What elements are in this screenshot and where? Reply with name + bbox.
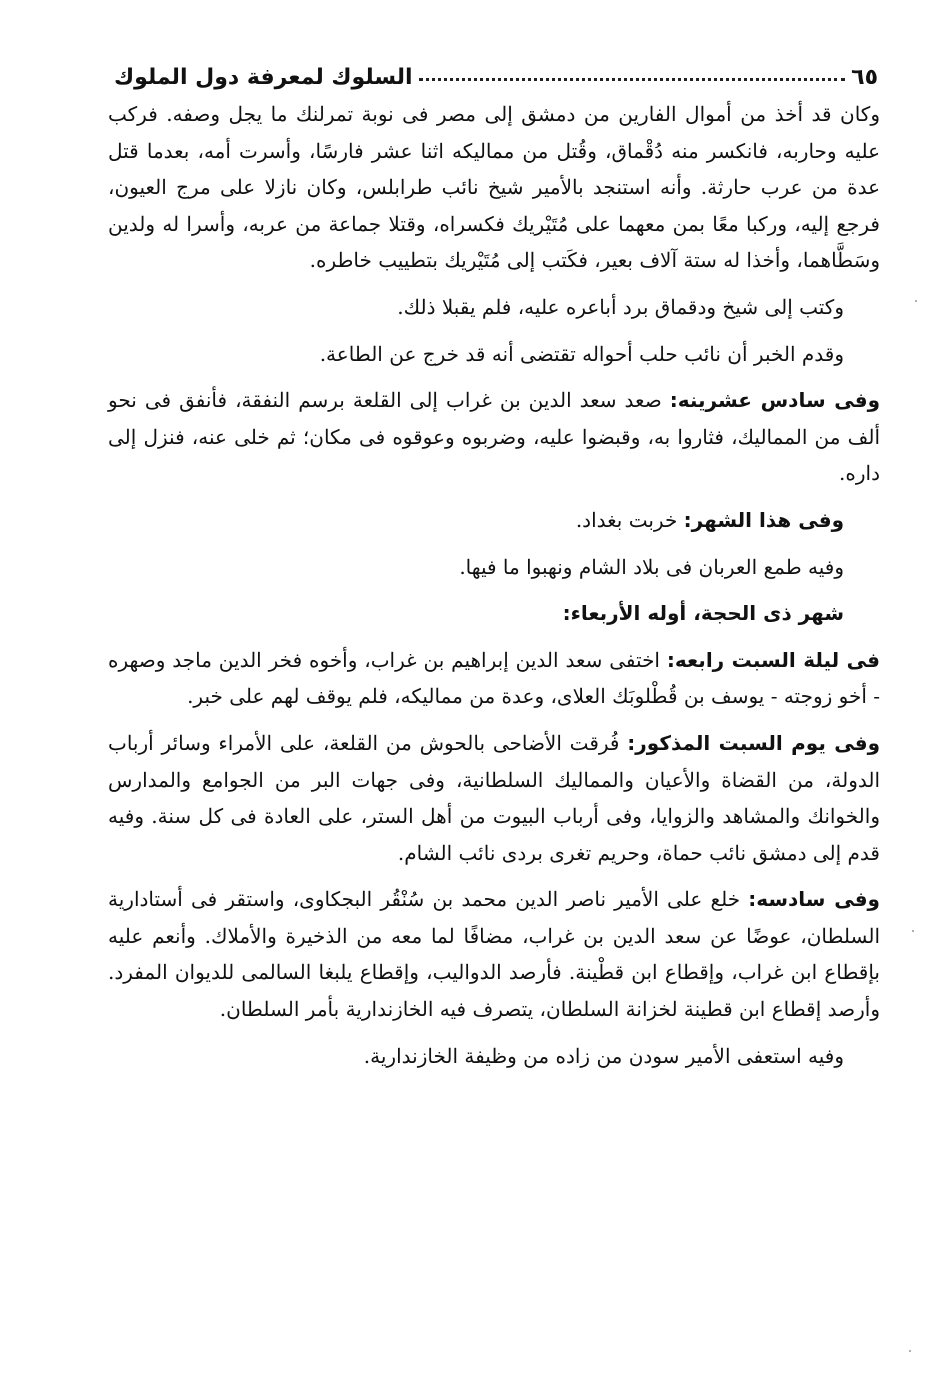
paragraph-10 bbox=[108, 881, 880, 1027]
paragraph-4 bbox=[108, 382, 880, 492]
paragraph-text: صعد سعد الدين بن غراب إلى القلعة برسم النفقة، فأنفق فى نحو ألف من المماليك، فثاروا به، وقبضوا عليه، وضربوه وعوقوه فى مكان؛ ثم خلى عنه، فنزل إلى داره. bbox=[108, 388, 880, 486]
paragraph-lead: فى ليلة السبت رابعه: bbox=[666, 647, 880, 672]
paragraph-text: فُرقت الأضاحى بالحوش من القلعة، على الأمراء وسائر أرباب الدولة، من القضاة والأعيان والمماليك السلطانية، وفى جهات البر من الجوامع والمدارس والخوانك والمشاهد والزوايا، وفى أرباب البيوت من أهل الستر، على العادة فى كل سنة. وفيه قدم إلى دمشق نائب حماة، وحريم تغرى بردى نائب الشام. bbox=[108, 730, 880, 865]
paragraph-text: وكتب إلى شيخ ودقماق برد أباعره عليه، فلم يقبلا ذلك. bbox=[397, 294, 844, 319]
margin-speck bbox=[912, 930, 914, 932]
paragraph-6 bbox=[108, 549, 880, 586]
paragraph-text: وقدم الخبر أن نائب حلب أحواله تقتضى أنه قد خرج عن الطاعة. bbox=[319, 341, 844, 366]
paragraph-3 bbox=[108, 336, 880, 373]
paragraph-2 bbox=[108, 289, 880, 326]
paragraph-9 bbox=[108, 725, 880, 871]
paragraph-text: وكان قد أخذ من أموال الفارين من دمشق إلى مصر فى نوبة تمرلنك ما يجل وصفه. فركب عليه وحاربه، فانكسر منه دُقْماق، وقُتل من مماليكه اثنا عشر فارسًا، وأسرت أمه، بعدما قتل عدة من عرب حارثة. وأنه استنجد بالأمير شيخ نائب طرابلس، وكان نازلا على مرج العيون، فرجع إليه، وركبا معًا بمن معهما على مُتَيْريك فكسراه، وقتلا جماعة من عربه، وأسرا له ولدين وسَطَّاهما، وأخذا له ستة آلاف بعير، فكَتب إلى مُتَيْريك بتطييب خاطره. bbox=[108, 102, 880, 273]
paragraph-5 bbox=[108, 502, 880, 539]
page-number: ٦٥ bbox=[851, 65, 878, 90]
page-header bbox=[108, 46, 878, 90]
running-title: السلوك لمعرفة دول الملوك bbox=[114, 65, 413, 90]
paragraph-lead: وفى سادسه: bbox=[748, 887, 880, 912]
paragraph-lead: وفى سادس عشرينه: bbox=[669, 388, 880, 413]
paragraph-text: اختفى سعد الدين إبراهيم بن غراب، وأخوه فخر الدين ماجد وصهره - أخو زوجته - يوسف بن قُطْلوبَك العلاى، وعدة من مماليكه، فلم يوقف لهم على خبر. bbox=[108, 647, 880, 709]
paragraph-8 bbox=[108, 642, 880, 715]
paragraph-text: خربت بغداد. bbox=[575, 507, 678, 532]
page-body bbox=[108, 96, 880, 1084]
paragraph-1 bbox=[108, 96, 880, 279]
paragraph-text: وفيه طمع العربان فى بلاد الشام ونهبوا ما فيها. bbox=[459, 554, 844, 579]
margin-speck bbox=[909, 1350, 911, 1352]
paragraph-11 bbox=[108, 1038, 880, 1075]
paragraph-lead: وفى هذا الشهر: bbox=[683, 507, 844, 532]
month-heading bbox=[108, 595, 880, 632]
margin-speck bbox=[915, 300, 917, 302]
paragraph-text: وفيه استعفى الأمير سودن من زاده من وظيفة الخازندارية. bbox=[363, 1043, 844, 1068]
heading-text: شهر ذى الحجة، أوله الأربعاء: bbox=[562, 601, 844, 626]
paragraph-lead: وفى يوم السبت المذكور: bbox=[627, 730, 881, 755]
paragraph-text: خلع على الأمير ناصر الدين محمد بن سُنْقُر البجكاوى، واستقر فى أستادارية السلطان، عوضًا عن سعد الدين بن غراب، مضافًا لما معه من الذخيرة والأملاك. وأنعم عليه بإقطاع ابن غراب، وإقطاع ابن قطْينة. فأرصد الدواليب، وإقطاع يلبغا السالمى للديوان المفرد. وأرصد إقطاع ابن قطينة لخزانة السلطان، يتصرف فيه الخازندارية بأمر السلطان. bbox=[108, 887, 880, 1022]
dot-leader bbox=[419, 78, 846, 81]
